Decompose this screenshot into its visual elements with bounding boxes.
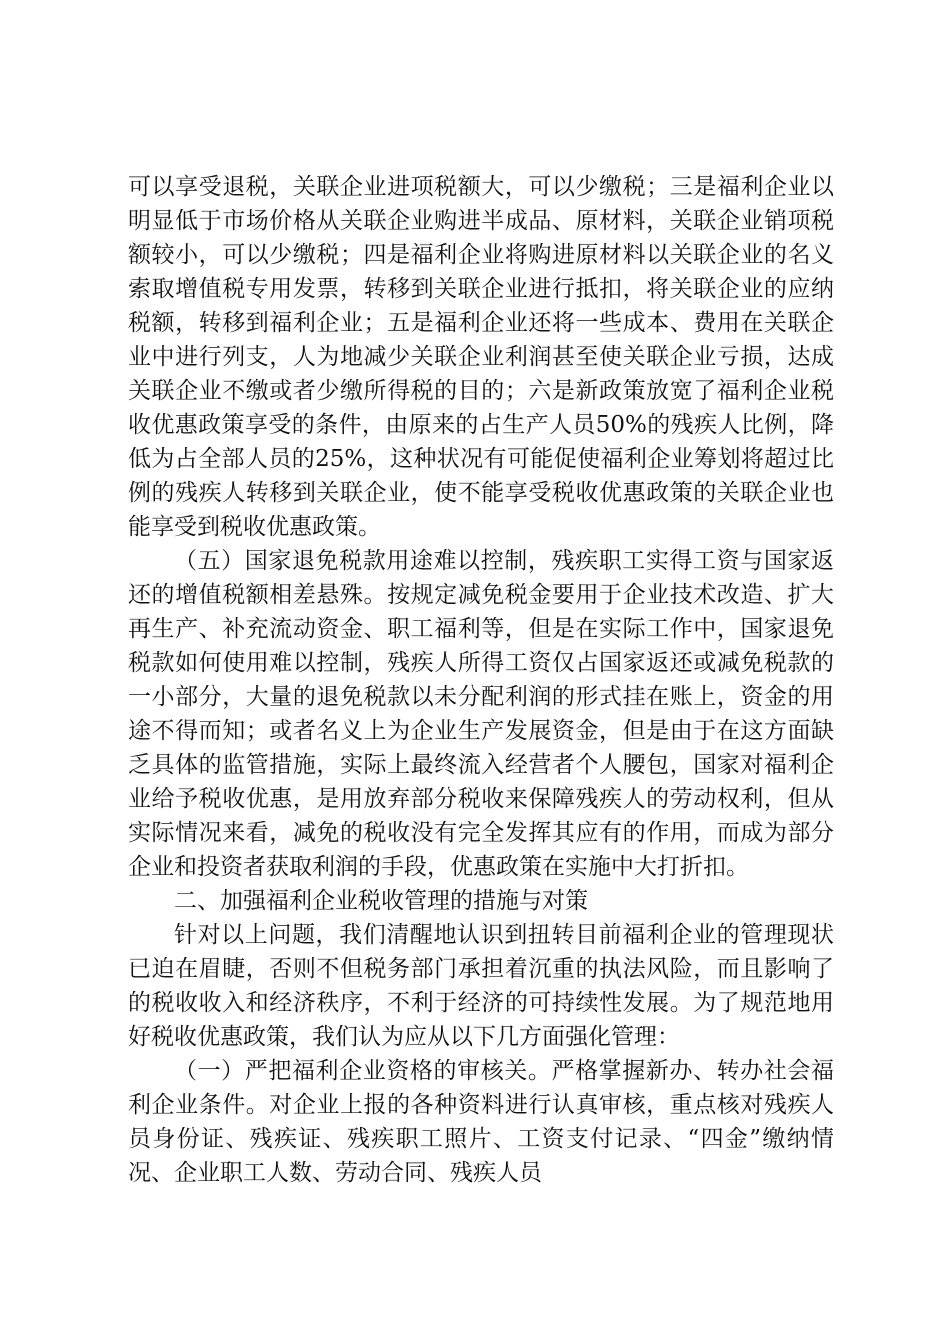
section-heading: 二、加强福利企业税收管理的措施与对策 xyxy=(174,888,588,914)
document-page xyxy=(128,170,834,1190)
paragraph-continuation: 可以享受退税，关联企业进项税额大，可以少缴税；三是福利企业以明显低于市场价格从关联企业购进半成品、原材料，关联企业销项税额较小，可以少缴税；四是福利企业将购进原材料以关联企业的名义索取增值税专用发票，转移到关联企业进行抵扣，将关联企业的应纳税额，转移到福利企业；五是福利企业还将一些成本、费用在关联企业中进行列支，人为地减少关联企业利润甚至使关联企业亏损，达成关联企业不缴或者少缴所得税的目的；六是新政策放宽了福利企业税收优惠政策享受的条件，由原来的占生产人员50%的残疾人比例，降低为占全部人员的25%，这种状况有可能促使福利企业筹划将超过比例的残疾人转移到关联企业，使不能享受税收优惠政策的关联企业也能享受到税收优惠政策。 xyxy=(128,174,834,540)
paragraph-section-five: （五）国家退免税款用途难以控制，残疾职工实得工资与国家返还的增值税额相差悬殊。按规定减免税金要用于企业技术改造、扩大再生产、补充流动资金、职工福利等，但是在实际工作中，国家退免税款如何使用难以控制，残疾人所得工资仅占国家返还或减免税款的一小部分，大量的退免税款以未分配利润的形式挂在账上，资金的用途不得而知；或者名义上为企业生产发展资金，但是由于在这方面缺乏具体的监管措施，实际上最终流入经营者个人腰包，国家对福利企业给予税收优惠，是用放弃部分税收来保障残疾人的劳动权利，但从实际情况来看，减免的税收没有完全发挥其应有的作用，而成为部分企业和投资者获取利润的手段，优惠政策在实施中大打折扣。 xyxy=(128,548,834,880)
paragraph-measure-one: （一）严把福利企业资格的审核关。严格掌握新办、转办社会福利企业条件。对企业上报的各种资料进行认真审核，重点核对残疾人员身份证、残疾证、残疾职工照片、工资支付记录、“四金”缴纳情况、企业职工人数、劳动合同、残疾人员 xyxy=(128,1058,834,1186)
paragraph-intro: 针对以上问题，我们清醒地认识到扭转目前福利企业的管理现状已迫在眉睫，否则不但税务部门承担着沉重的执法风险，而且影响了的税收收入和经济秩序，不利于经济的可持续性发展。为了规范地用好税收优惠政策，我们认为应从以下几方面强化管理： xyxy=(128,922,834,1050)
